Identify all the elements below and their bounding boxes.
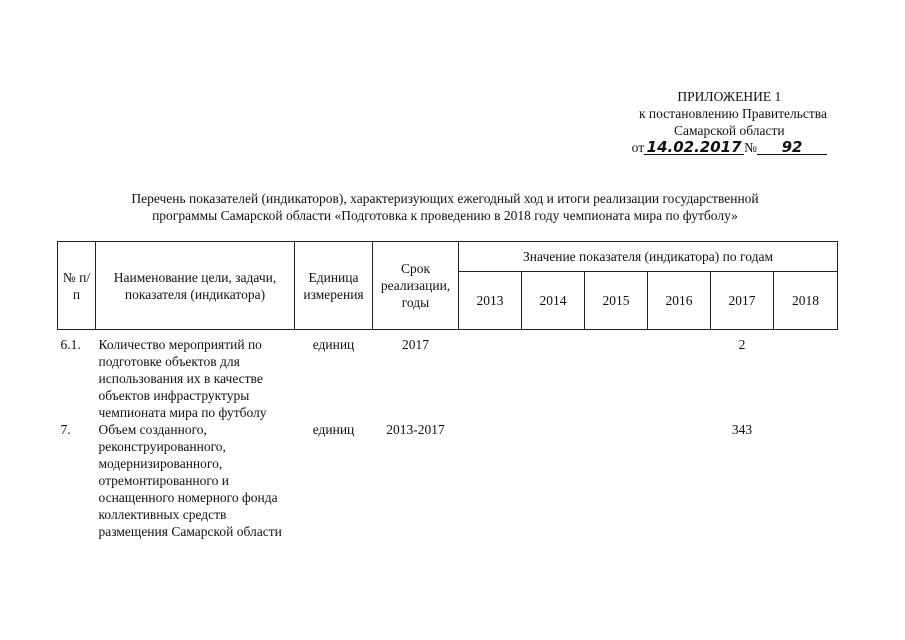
row-value xyxy=(774,330,838,422)
row-value xyxy=(459,421,522,540)
header-row-top xyxy=(58,242,838,272)
header-year: 2014 xyxy=(522,272,585,330)
header-num: № п/п xyxy=(58,242,96,330)
appendix-region: Самарской области xyxy=(674,123,785,138)
row-value xyxy=(522,421,585,540)
table-row xyxy=(58,421,838,540)
row-unit: единиц xyxy=(312,422,355,437)
appendix-heading: ПРИЛОЖЕНИЕ 1 xyxy=(677,89,782,104)
row-value: 343 xyxy=(731,422,753,437)
appendix-block xyxy=(632,88,827,156)
appendix-date-number xyxy=(632,139,827,156)
row-value xyxy=(522,330,585,422)
indicators-table xyxy=(57,241,838,540)
header-year: 2013 xyxy=(459,272,522,330)
document-title xyxy=(50,190,840,224)
header-year: 2015 xyxy=(585,272,648,330)
row-name: Количество мероприятий по подготовке объектов для использования их в качестве объектов инфраструктуры чемпионата мира по футболу xyxy=(98,337,267,420)
row-value xyxy=(648,421,711,540)
row-value: 2 xyxy=(738,337,746,352)
row-term: 2013-2017 xyxy=(386,422,445,437)
row-num: 7. xyxy=(60,422,71,437)
row-value xyxy=(648,330,711,422)
row-unit: единиц xyxy=(312,337,355,352)
number-sign: № xyxy=(744,140,757,155)
header-year: 2018 xyxy=(774,272,838,330)
header-term: Срок реализации, годы xyxy=(373,242,459,330)
header-year: 2016 xyxy=(648,272,711,330)
row-value xyxy=(585,330,648,422)
row-num: 6.1. xyxy=(60,337,81,352)
title-line-1: Перечень показателей (индикаторов), характеризующих ежегодный ход и итоги реализации государственной xyxy=(131,191,759,206)
row-name: Объем созданного, реконструированного, модернизированного, отремонтированного и оснащенного номерного фонда коллективных средств размещения Самарской области xyxy=(98,422,282,539)
row-value xyxy=(459,330,522,422)
title-line-2: программы Самарской области «Подготовка к проведению в 2018 году чемпионата мира по футболу» xyxy=(152,208,738,223)
handwritten-date: 14.02.2017 xyxy=(644,140,744,155)
table-row xyxy=(58,330,838,422)
header-year: 2017 xyxy=(711,272,774,330)
row-term: 2017 xyxy=(402,337,429,352)
row-value xyxy=(774,421,838,540)
appendix-resolution: к постановлению Правительства xyxy=(638,106,827,121)
from-prefix: от xyxy=(631,140,645,155)
header-name: Наименование цели, задачи, показателя (индикатора) xyxy=(96,242,295,330)
row-value xyxy=(585,421,648,540)
handwritten-number: 92 xyxy=(757,140,827,155)
header-unit: Единица измерения xyxy=(295,242,373,330)
header-values-group: Значение показателя (индикатора) по годам xyxy=(459,242,838,272)
